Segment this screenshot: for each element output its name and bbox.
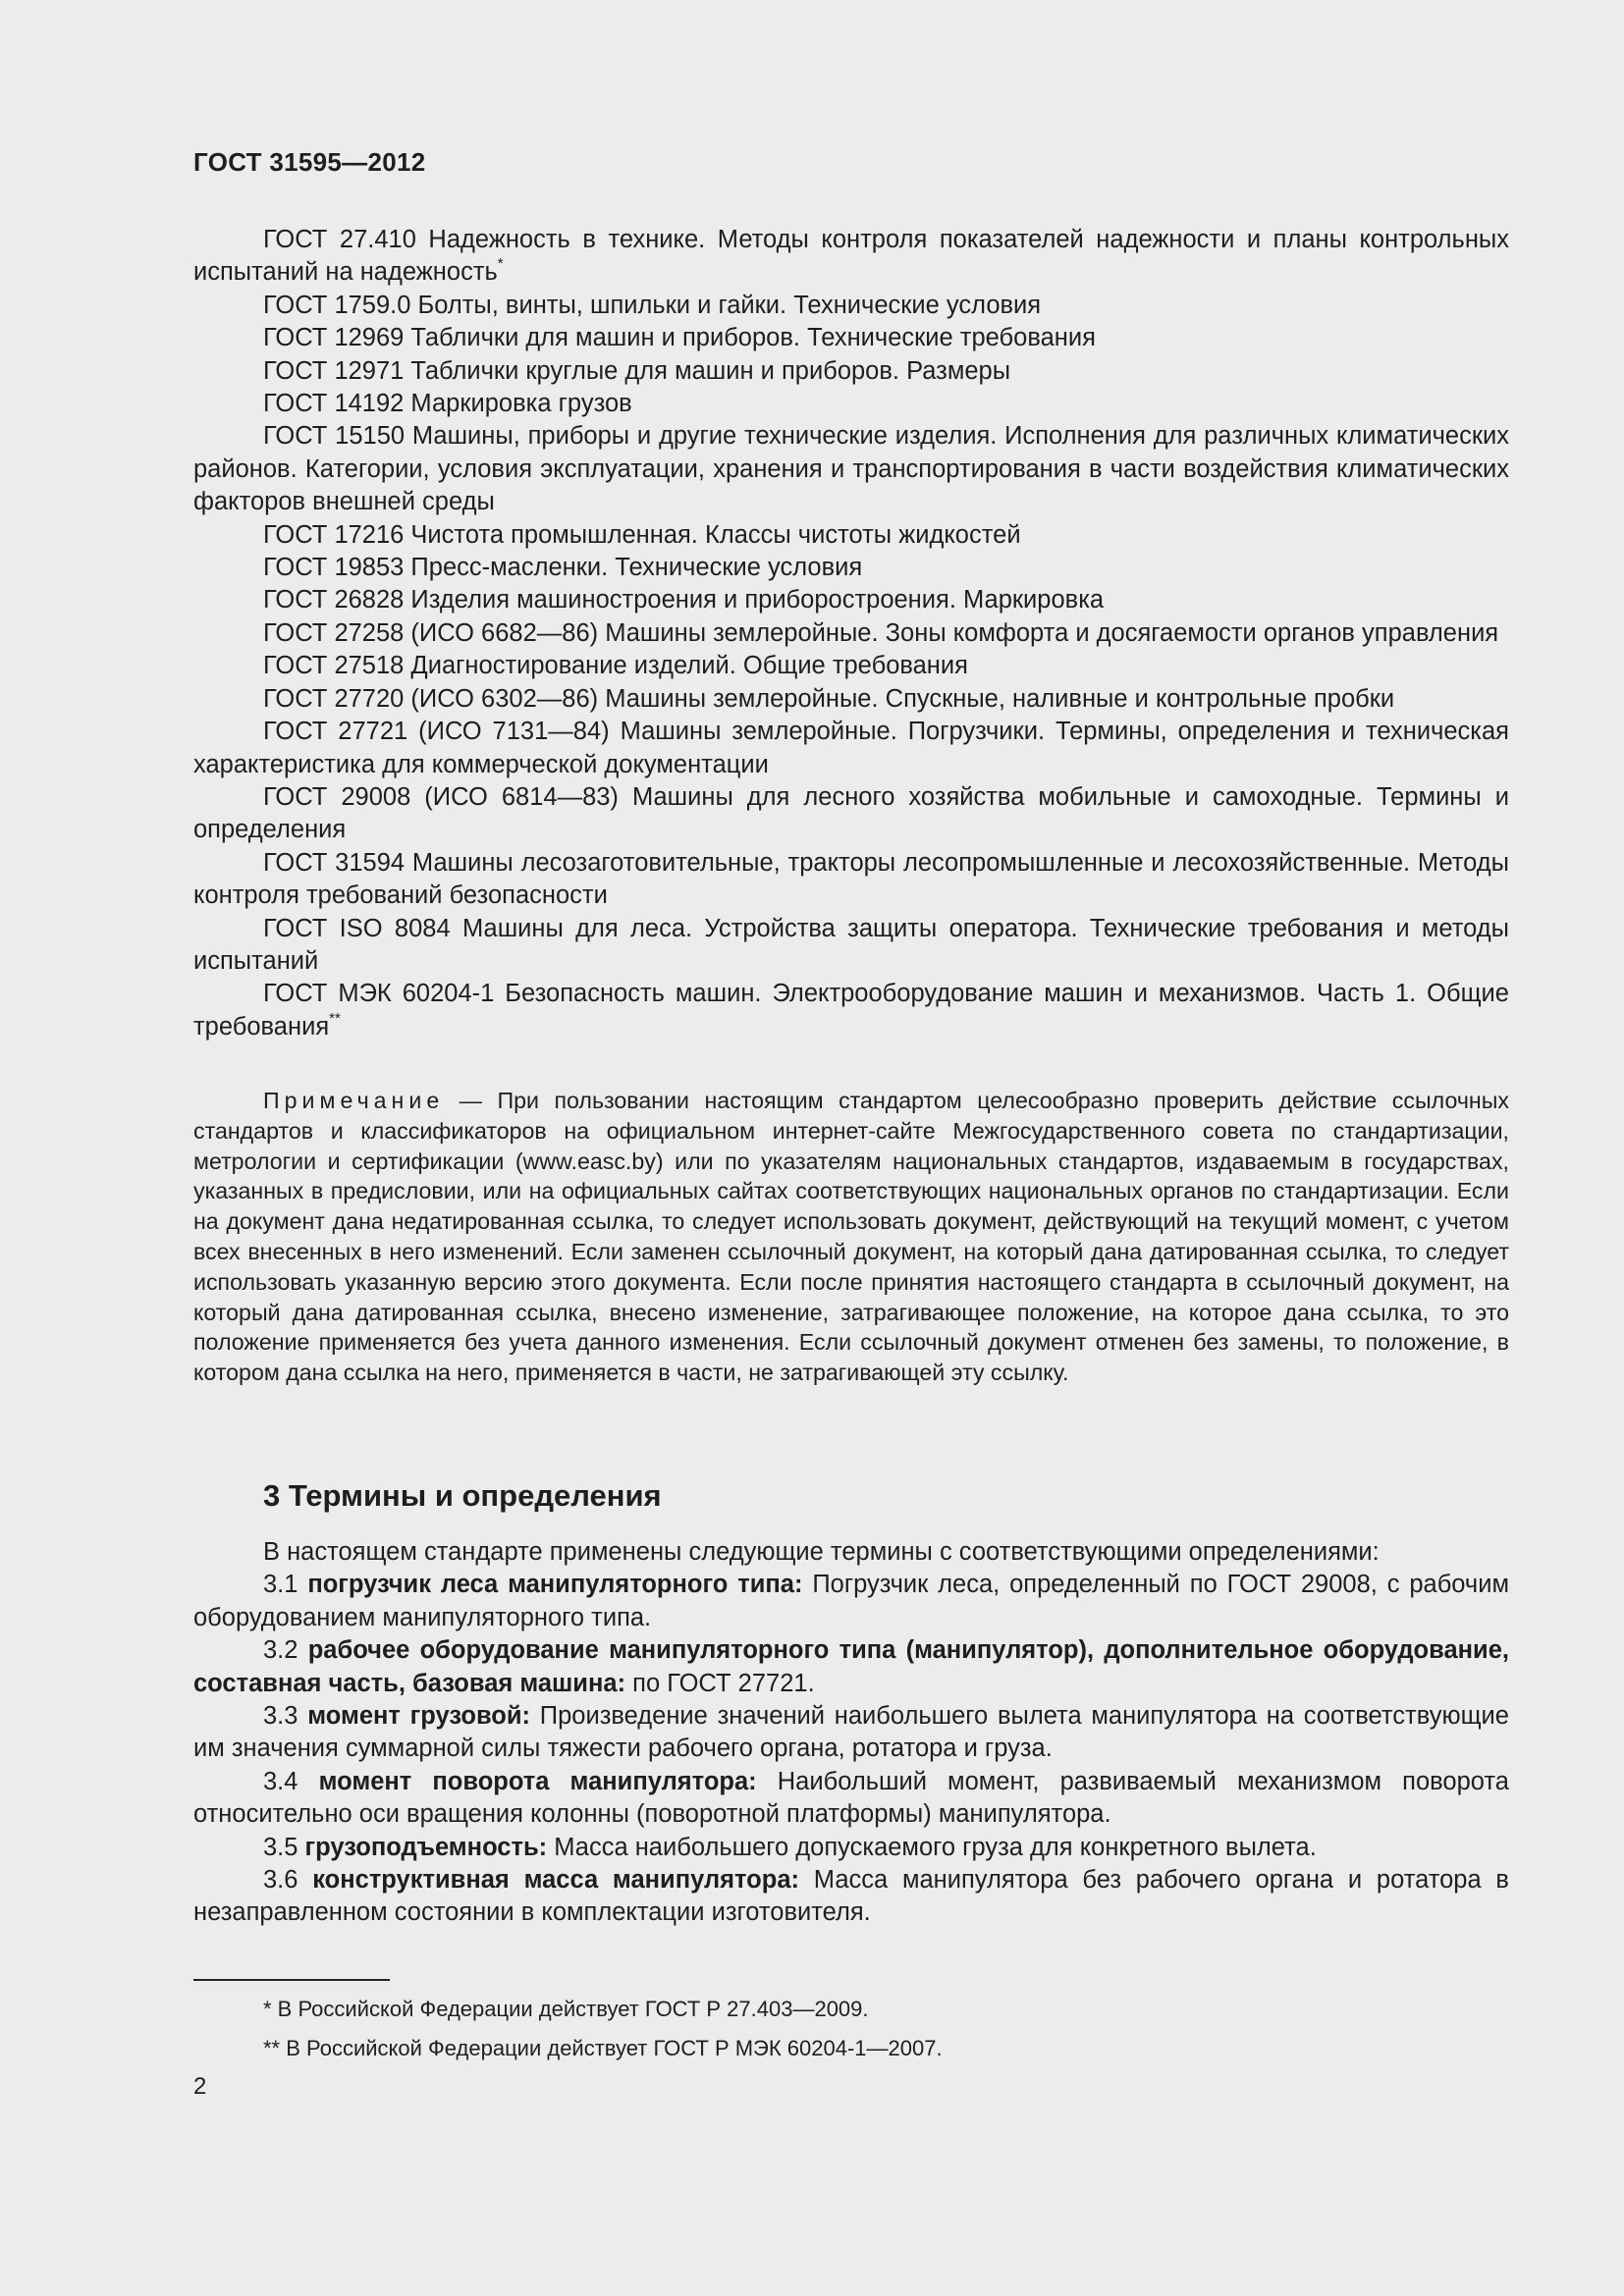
term-item: 3.4 момент поворота манипулятора: Наибольший момент, развиваемый механизмом поворота относительно оси вращения колонны (поворотной платформы) манипулятора. (193, 1767, 1509, 1829)
note-label: Примечание (263, 1088, 445, 1113)
page-number: 2 (193, 2073, 207, 2100)
note-block (193, 1086, 1509, 1388)
reference-item: ГОСТ 27.410 Надежность в технике. Методы контроля показателей надежности и планы контрольных испытаний на надежность* (193, 226, 1509, 287)
normative-references (193, 224, 1509, 1043)
term-item: 3.3 момент грузовой: Произведение значений наибольшего вылета манипулятора на соответствующие им значения суммарной силы тяжести рабочего органа, ротатора и груза. (193, 1702, 1509, 1763)
reference-item: ГОСТ ISO 8084 Машины для леса. Устройства защиты оператора. Технические требования и методы испытаний (193, 914, 1509, 975)
reference-item: ГОСТ 14192 Маркировка грузов (263, 390, 632, 418)
footnote: * В Российской Федерации действует ГОСТ Р 27.403—2009. (263, 1997, 869, 2021)
reference-item: ГОСТ 27720 (ИСО 6302—86) Машины землеройные. Спускные, наливные и контрольные пробки (263, 684, 1395, 713)
section-title: 3 Термины и определения (263, 1478, 662, 1513)
reference-item: ГОСТ 12971 Таблички круглые для машин и приборов. Размеры (263, 356, 1011, 385)
reference-item: ГОСТ 17216 Чистота промышленная. Классы чистоты жидкостей (263, 520, 1021, 549)
note-text: — При пользовании настоящим стандартом целесообразно проверить действие ссылочных стандартов и классификаторов на официальном интернет-сайте Межгосударственного совета по стандартизации, метрологии и сертификации (www.easc.by) или по указателям национальных стандартов, издаваемым в государствах, указанных в предисловии, или на официальных сайтах соответствующих национальных органов по стандартизации. Если на документ дана недатированная ссылка, то следует использовать документ, действующий на текущий момент, с учетом всех внесенных в него изменений. Если заменен ссылочный документ, на который дана датированная ссылка, то следует использовать указанную версию этого документа. Если после принятия настоящего стандарта в ссылочный документ, на который дана датированная ссылка, внесено изменение, затрагивающее положение, на которое дана ссылка, то это положение применяется без учета данного изменения. Если ссылочный документ отменен без замены, то положение, в котором дана ссылка на него, применяется в части, не затрагивающей эту ссылку. (193, 1088, 1509, 1386)
reference-item: ГОСТ 27518 Диагностирование изделий. Общие требования (263, 652, 968, 680)
document-header: ГОСТ 31595—2012 (193, 147, 426, 177)
reference-item: ГОСТ 31594 Машины лесозаготовительные, тракторы лесопромышленные и лесохозяйственные. Методы контроля требований безопасности (193, 848, 1509, 910)
term-item: 3.1 погрузчик леса манипуляторного типа: Погрузчик леса, определенный по ГОСТ 29008, с рабочим оборудованием манипуляторного типа. (193, 1571, 1509, 1631)
reference-item: ГОСТ 27258 (ИСО 6682—86) Машины землеройные. Зоны комфорта и досягаемости органов управления (263, 618, 1499, 647)
term-item: 3.6 конструктивная масса манипулятора: Масса манипулятора без рабочего органа и ротатора в незаправленном состоянии в комплектации изготовителя. (193, 1866, 1509, 1927)
terms-intro: В настоящем стандарте применены следующие термины с соответствующими определениями: (263, 1538, 1380, 1566)
term-item: 3.5 грузоподъемность: Масса наибольшего допускаемого груза для конкретного вылета. (263, 1833, 1317, 1861)
term-item: 3.2 рабочее оборудование манипуляторного типа (манипулятор), дополнительное оборудование, составная часть, базовая машина: по ГОСТ 27721. (193, 1636, 1509, 1697)
terms-list (193, 1536, 1509, 1930)
footnote: ** В Российской Федерации действует ГОСТ Р МЭК 60204-1—2007. (263, 2036, 943, 2060)
reference-item: ГОСТ 26828 Изделия машиностроения и приборостроения. Маркировка (263, 586, 1105, 614)
footnote-divider (193, 1979, 390, 1981)
reference-item: ГОСТ 29008 (ИСО 6814—83) Машины для лесного хозяйства мобильные и самоходные. Термины и определения (193, 782, 1509, 844)
reference-item: ГОСТ 19853 Пресс-масленки. Технические условия (263, 554, 863, 582)
reference-item: ГОСТ 15150 Машины, приборы и другие технические изделия. Исполнения для различных климатических районов. Категории, условия эксплуатации, хранения и транспортирования в части воздействия климатических факторов внешней среды (193, 422, 1509, 516)
reference-item: ГОСТ 1759.0 Болты, винты, шпильки и гайки. Технические условия (263, 291, 1042, 319)
reference-item: ГОСТ 27721 (ИСО 7131—84) Машины землеройные. Погрузчики. Термины, определения и техническая характеристика для коммерческой документации (193, 718, 1509, 778)
reference-item: ГОСТ МЭК 60204-1 Безопасность машин. Электрооборудование машин и механизмов. Часть 1. Общие требования** (193, 980, 1509, 1041)
reference-item: ГОСТ 12969 Таблички для машин и приборов. Технические требования (263, 324, 1096, 352)
